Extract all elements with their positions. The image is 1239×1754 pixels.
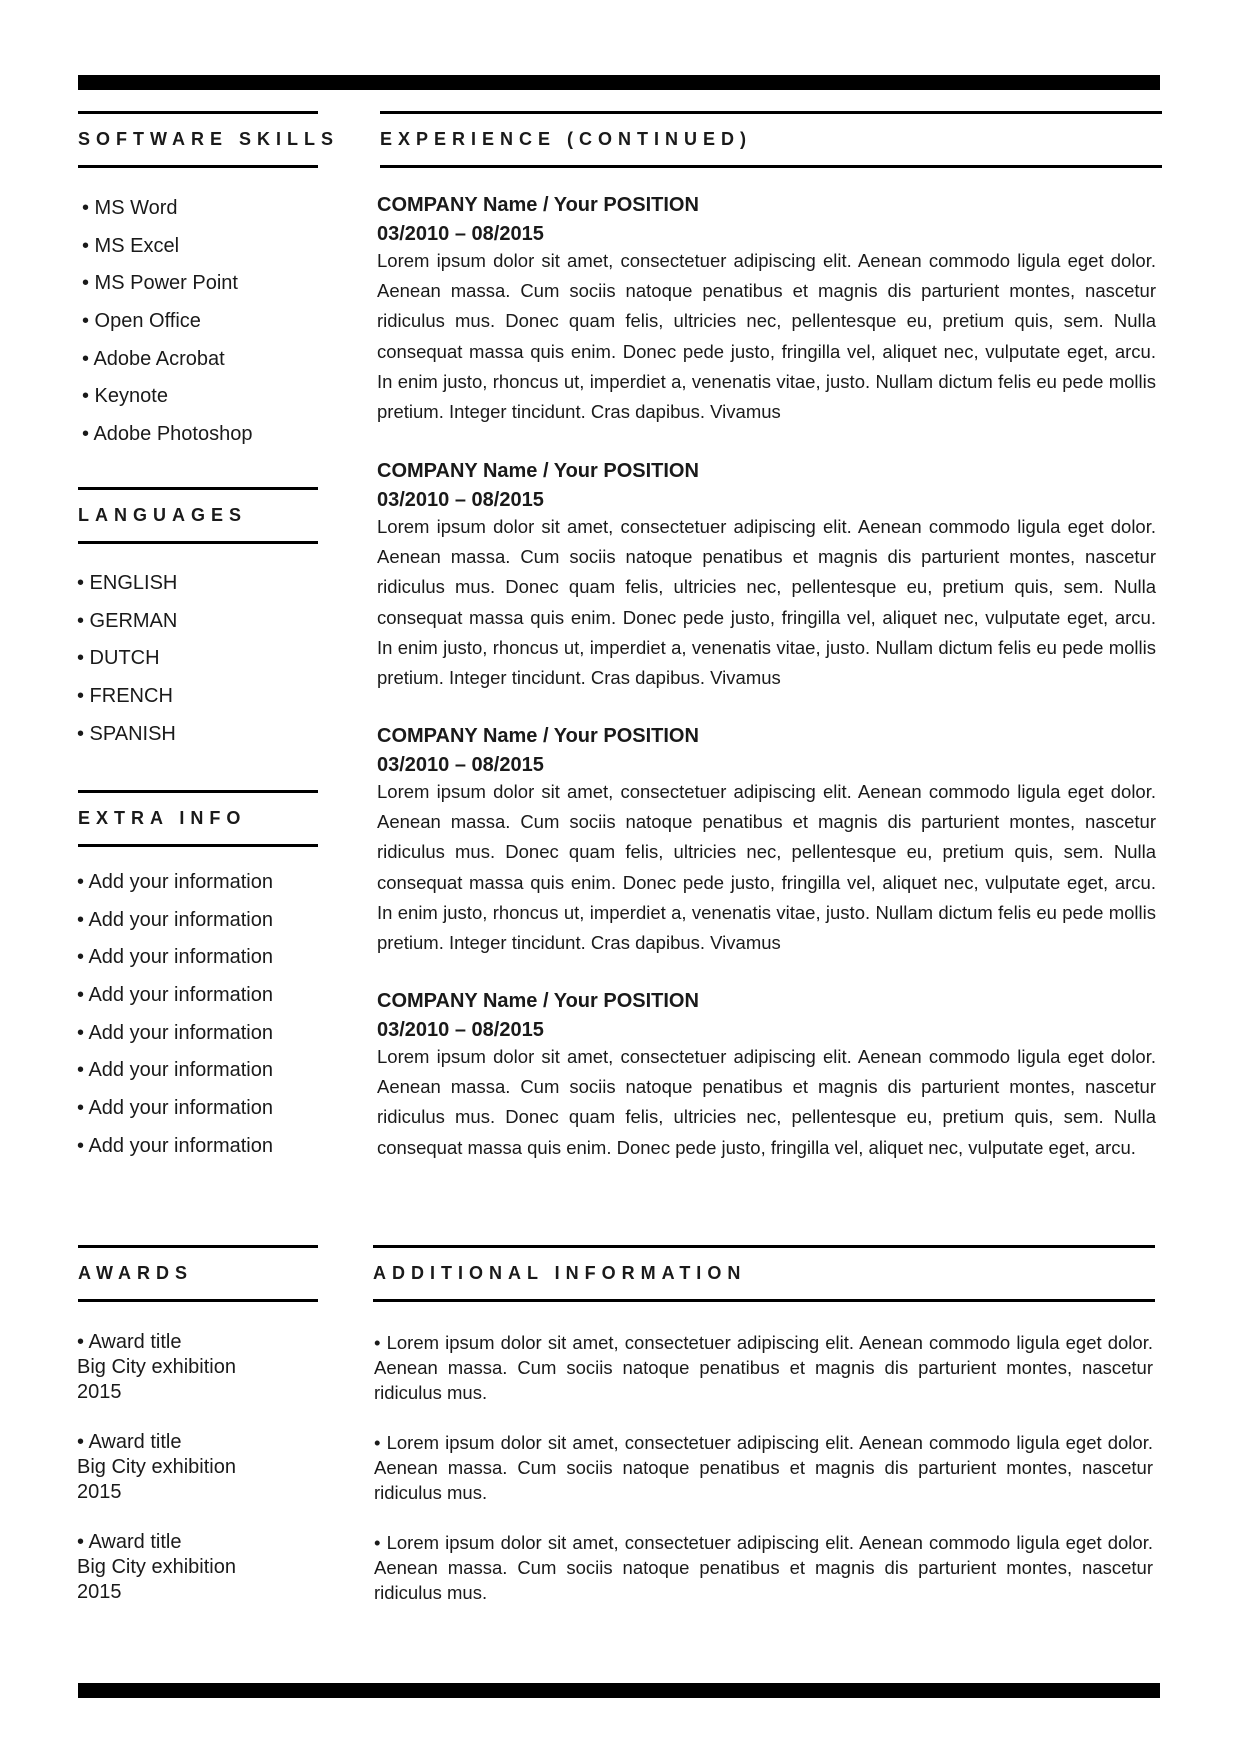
list-item: • SPANISH (77, 722, 176, 745)
additional-information-title: ADDITIONAL INFORMATION (373, 1263, 747, 1283)
list-item: • Add your information (77, 871, 273, 893)
award-place: Big City exhibition (77, 1456, 236, 1478)
experience-entry (377, 456, 1156, 693)
award-year: 2015 (77, 1581, 122, 1603)
list-item: • Adobe Acrobat (82, 347, 225, 370)
job-dates: 03/2010 – 08/2015 (377, 1019, 544, 1041)
software-skills-list (82, 190, 252, 454)
award-title: • Award title (77, 1531, 182, 1553)
experience-entry (377, 986, 1156, 1163)
additional-info-item: • Lorem ipsum dolor sit amet, consectetuer adipiscing elit. Aenean commodo ligula eget dolor. Aenean massa. Cum sociis natoque penatibus et magnis dis parturient montes, nascetur ridiculus mus. (374, 1332, 1153, 1403)
list-item: • Open Office (82, 310, 201, 333)
list-item: • Add your information (77, 1134, 273, 1157)
list-item: • Add your information (77, 1097, 273, 1120)
list-item: • MS Excel (82, 234, 180, 257)
list-item: • Add your information (77, 1059, 273, 1082)
job-description: Lorem ipsum dolor sit amet, consectetuer adipiscing elit. Aenean commodo ligula eget dolor. Aenean massa. Cum sociis natoque penatibus et magnis dis parturient montes, nascetur ridiculus mus. Donec quam felis, ultricies nec, pellentesque eu, pretium quis, sem. Nulla consequat massa quis enim. Donec pede justo, fringilla vel, aliquet nec, vulputate eget, arcu. (377, 1046, 1156, 1158)
list-item: • ENGLISH (77, 572, 178, 594)
software-skills-header (78, 111, 339, 168)
extra-info-list (77, 864, 273, 1166)
job-dates: 03/2010 – 08/2015 (377, 754, 544, 776)
languages-title: LANGUAGES (78, 505, 248, 525)
award-entry (77, 1430, 236, 1505)
job-title: COMPANY Name / Your POSITION (377, 194, 699, 216)
software-skills-title: SOFTWARE SKILLS (78, 129, 339, 149)
list-item: • DUTCH (77, 647, 160, 670)
experience-title: EXPERIENCE (CONTINUED) (380, 129, 753, 149)
languages-list (77, 565, 177, 753)
experience-header (380, 111, 1162, 168)
header-rule-bottom (373, 1299, 1155, 1302)
list-item: • Add your information (77, 908, 273, 931)
award-year: 2015 (77, 1481, 122, 1503)
list-item: • Add your information (77, 984, 273, 1007)
list-item: • Add your information (77, 1021, 273, 1044)
award-place: Big City exhibition (77, 1556, 236, 1578)
additional-info-item: • Lorem ipsum dolor sit amet, consectetuer adipiscing elit. Aenean commodo ligula eget dolor. Aenean massa. Cum sociis natoque penatibus et magnis dis parturient montes, nascetur ridiculus mus. (374, 1532, 1153, 1603)
top-bar (78, 75, 1160, 90)
job-title: COMPANY Name / Your POSITION (377, 460, 699, 482)
experience-entry (377, 721, 1156, 958)
header-rule-bottom (380, 165, 1162, 168)
header-rule-bottom (78, 844, 318, 847)
job-dates: 03/2010 – 08/2015 (377, 223, 544, 245)
additional-info-item: • Lorem ipsum dolor sit amet, consectetuer adipiscing elit. Aenean commodo ligula eget dolor. Aenean massa. Cum sociis natoque penatibus et magnis dis parturient montes, nascetur ridiculus mus. (374, 1432, 1153, 1503)
award-entry (77, 1530, 236, 1605)
header-rule-bottom (78, 541, 318, 544)
list-item: • MS Power Point (82, 272, 238, 295)
award-entry (77, 1330, 236, 1405)
award-title: • Award title (77, 1331, 182, 1353)
experience-entry (377, 190, 1156, 427)
additional-information-header (373, 1245, 1155, 1302)
job-description: Lorem ipsum dolor sit amet, consectetuer adipiscing elit. Aenean commodo ligula eget dolor. Aenean massa. Cum sociis natoque penatibus et magnis dis parturient montes, nascetur ridiculus mus. Donec quam felis, ultricies nec, pellentesque eu, pretium quis, sem. Nulla consequat massa quis enim. Donec pede justo, fringilla vel, aliquet nec, vulputate eget, arcu. In enim justo, rhoncus ut, imperdiet a, venenatis vitae, justo. Nullam dictum felis eu pede mollis pretium. Integer tincidunt. Cras dapibus. Vivamus (377, 781, 1156, 954)
job-title: COMPANY Name / Your POSITION (377, 990, 699, 1012)
list-item: • GERMAN (77, 609, 178, 632)
list-item: • MS Word (82, 197, 178, 219)
list-item: • Keynote (82, 385, 168, 408)
awards-header (78, 1245, 318, 1302)
header-rule-bottom (78, 1299, 318, 1302)
extra-info-title: EXTRA INFO (78, 808, 247, 828)
job-title: COMPANY Name / Your POSITION (377, 725, 699, 747)
job-dates: 03/2010 – 08/2015 (377, 489, 544, 511)
list-item: • Adobe Photoshop (82, 423, 253, 446)
job-description: Lorem ipsum dolor sit amet, consectetuer adipiscing elit. Aenean commodo ligula eget dolor. Aenean massa. Cum sociis natoque penatibus et magnis dis parturient montes, nascetur ridiculus mus. Donec quam felis, ultricies nec, pellentesque eu, pretium quis, sem. Nulla consequat massa quis enim. Donec pede justo, fringilla vel, aliquet nec, vulputate eget, arcu. In enim justo, rhoncus ut, imperdiet a, venenatis vitae, justo. Nullam dictum felis eu pede mollis pretium. Integer tincidunt. Cras dapibus. Vivamus (377, 516, 1156, 689)
bottom-bar (78, 1683, 1160, 1698)
list-item: • FRENCH (77, 685, 173, 708)
extra-info-header (78, 790, 318, 847)
award-year: 2015 (77, 1381, 122, 1403)
awards-title: AWARDS (78, 1263, 194, 1283)
job-description: Lorem ipsum dolor sit amet, consectetuer adipiscing elit. Aenean commodo ligula eget dolor. Aenean massa. Cum sociis natoque penatibus et magnis dis parturient montes, nascetur ridiculus mus. Donec quam felis, ultricies nec, pellentesque eu, pretium quis, sem. Nulla consequat massa quis enim. Donec pede justo, fringilla vel, aliquet nec, vulputate eget, arcu. In enim justo, rhoncus ut, imperdiet a, venenatis vitae, justo. Nullam dictum felis eu pede mollis pretium. Integer tincidunt. Cras dapibus. Vivamus (377, 250, 1156, 423)
languages-header (78, 487, 318, 544)
header-rule-bottom (78, 165, 318, 168)
award-place: Big City exhibition (77, 1356, 236, 1378)
list-item: • Add your information (77, 946, 273, 969)
award-title: • Award title (77, 1431, 182, 1453)
